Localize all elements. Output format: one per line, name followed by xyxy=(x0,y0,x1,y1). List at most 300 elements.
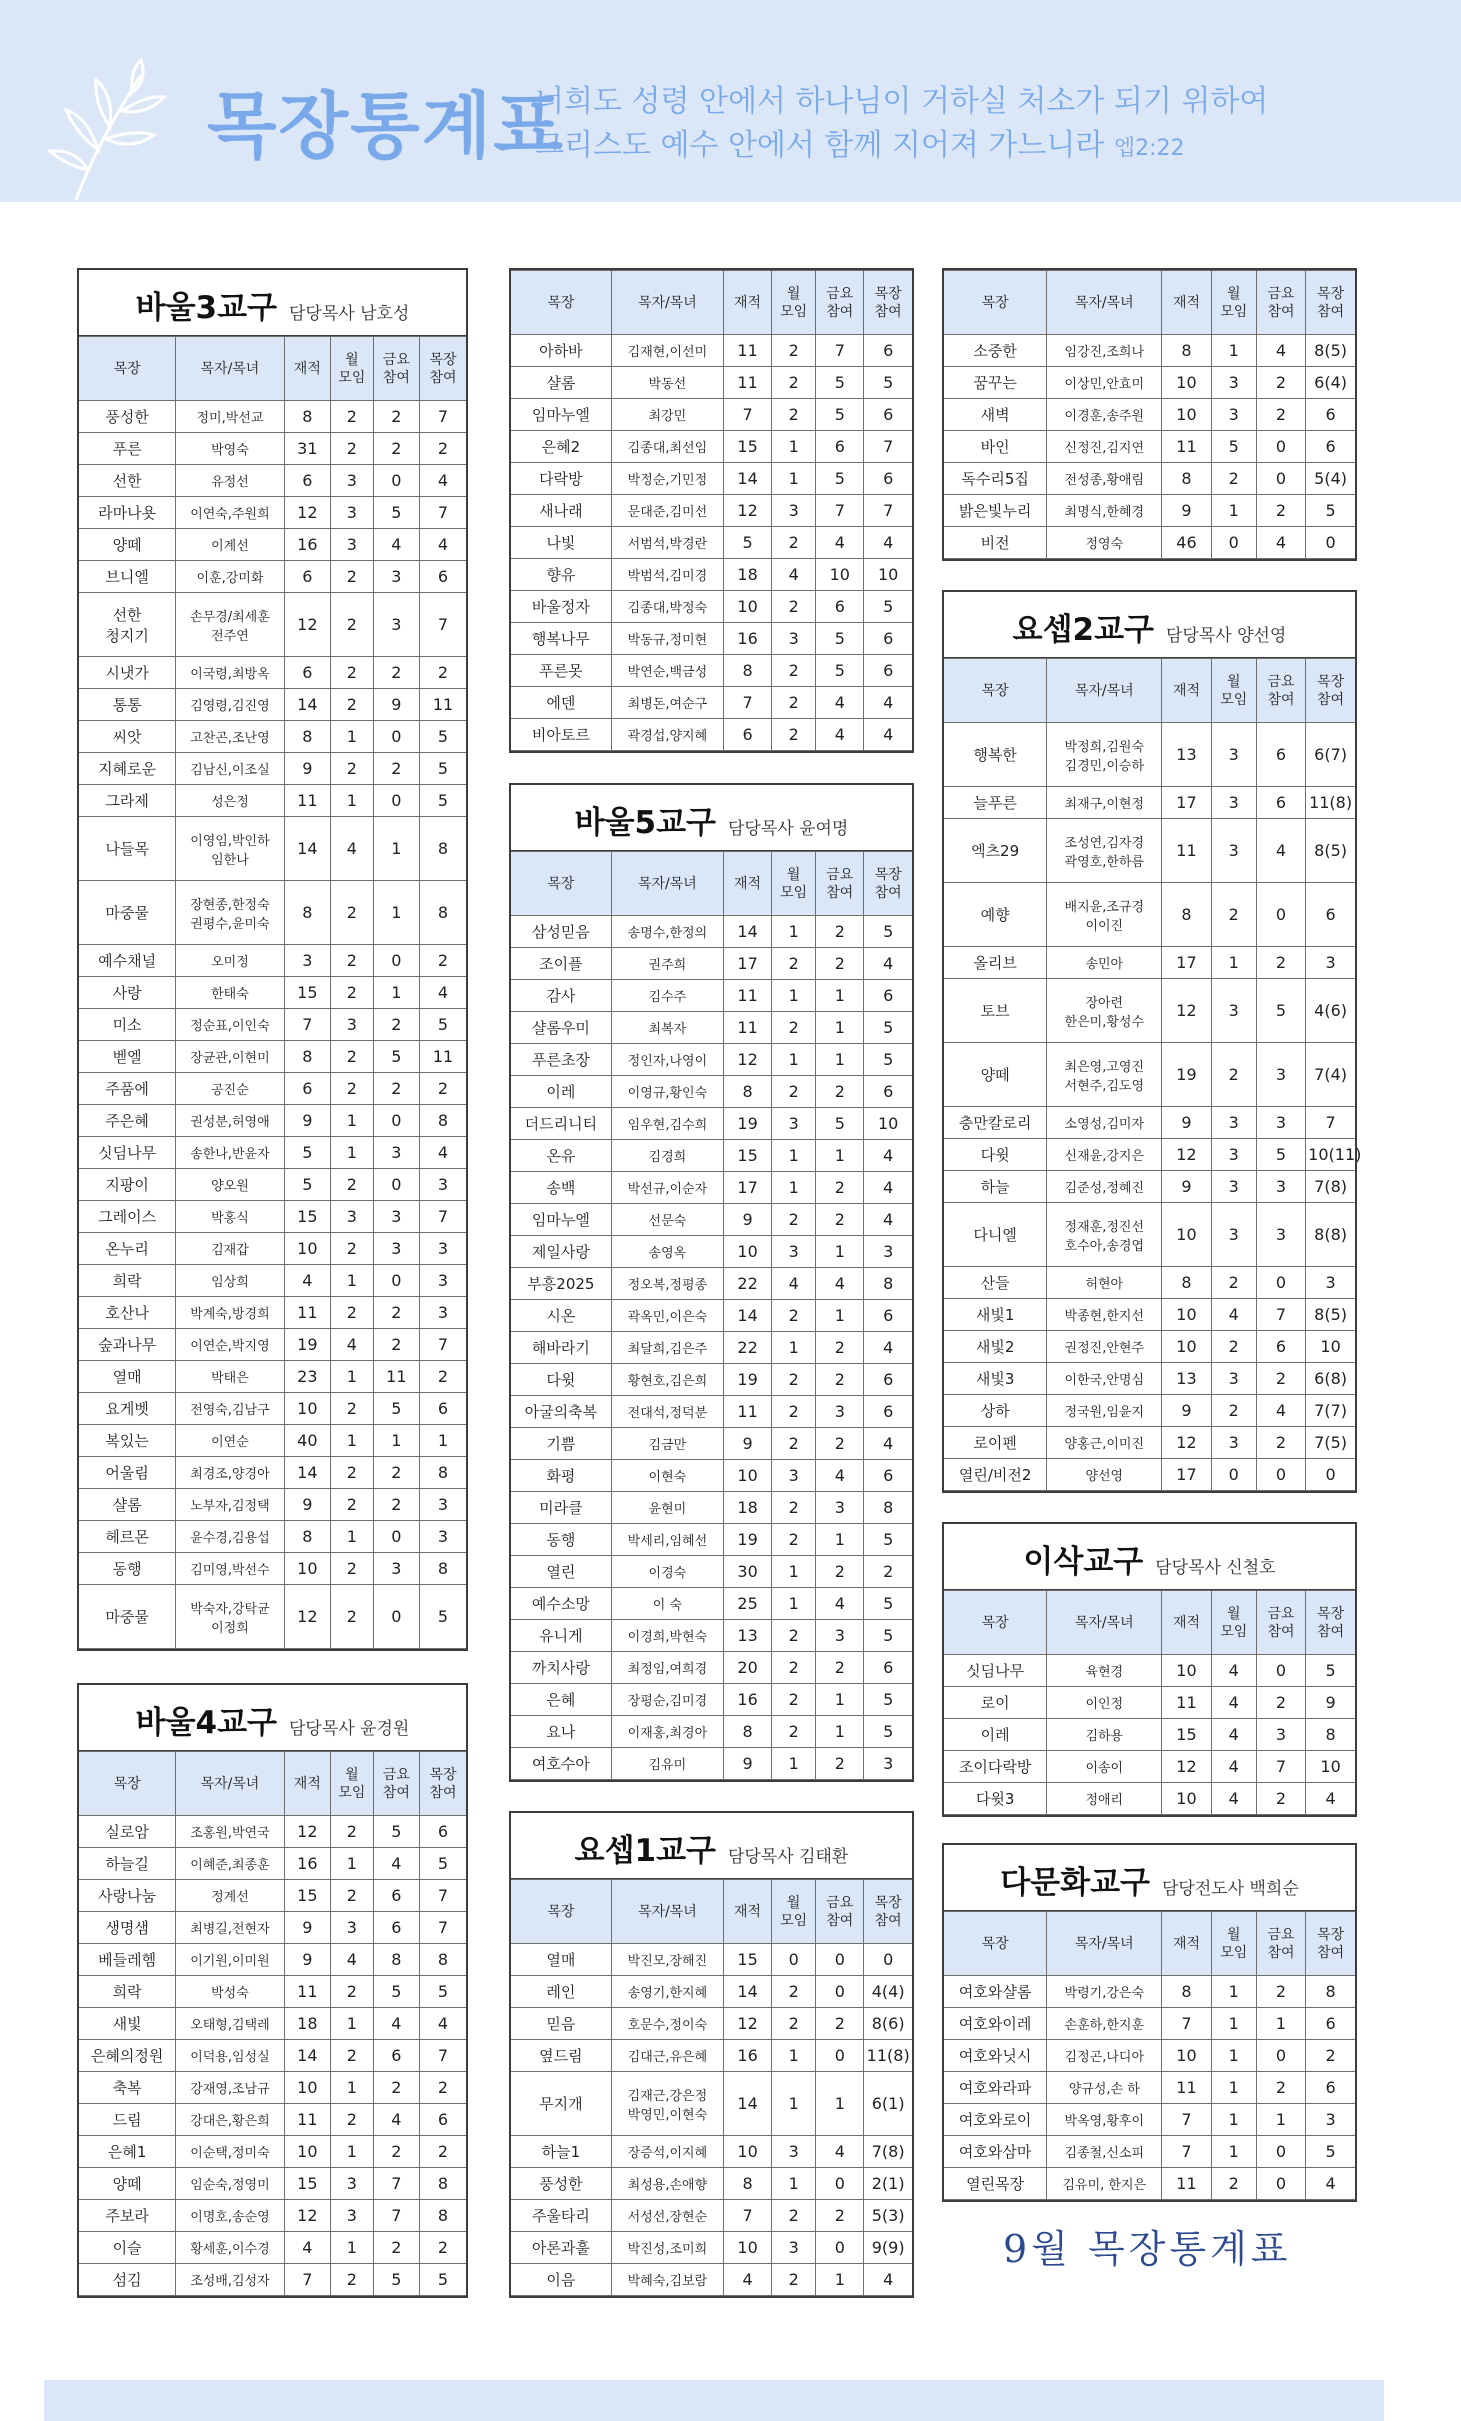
col-friday: 6 xyxy=(373,1880,419,1912)
table-row xyxy=(511,1172,912,1204)
col-monthly: 3 xyxy=(1211,399,1256,431)
table-row xyxy=(511,367,912,399)
col-leader: 장증석,이지혜 xyxy=(611,2136,723,2168)
table-row xyxy=(944,367,1355,399)
col-enrolled: 8 xyxy=(284,1521,330,1553)
col-mokjang: 열린목장 xyxy=(944,2168,1047,2200)
col-leader: 박연순,백금성 xyxy=(611,655,723,687)
col-mokjang-header: 목장 xyxy=(944,1591,1047,1655)
col-leader: 곽경섭,양지혜 xyxy=(611,719,723,751)
table-row xyxy=(944,1427,1355,1459)
col-enrolled: 22 xyxy=(724,1332,772,1364)
col-leader: 김수주 xyxy=(611,980,723,1012)
col-friday: 0 xyxy=(373,785,419,817)
col-mokjang-header: 목장 xyxy=(944,271,1047,335)
col-monthly: 1 xyxy=(772,916,816,948)
col-mokjang-attend: 5 xyxy=(864,916,912,948)
col-leader: 이경훈,송주원 xyxy=(1047,399,1162,431)
col-enrolled: 9 xyxy=(1162,1107,1211,1139)
col-mokjang-attend: 8 xyxy=(420,2200,466,2232)
col-friday: 6 xyxy=(816,431,864,463)
col-mokjang: 다윗3 xyxy=(944,1783,1047,1815)
col-mokjang: 양떼 xyxy=(79,2168,176,2200)
col-mokjang-attend: 11(8) xyxy=(864,2040,912,2072)
col-mokjang-attend-header: 목장 참여 xyxy=(1306,1591,1355,1655)
col-enrolled: 18 xyxy=(724,1492,772,1524)
col-enrolled: 12 xyxy=(284,2200,330,2232)
col-leader-header: 목자/목녀 xyxy=(611,852,723,916)
col-enrolled-header: 재적 xyxy=(1162,271,1211,335)
col-leader: 육현경 xyxy=(1047,1655,1162,1687)
col-leader: 최재구,이현정 xyxy=(1047,787,1162,819)
col-mokjang: 다윗 xyxy=(944,1139,1047,1171)
table-row xyxy=(511,916,912,948)
col-friday: 0 xyxy=(373,945,419,977)
col-leader: 양오원 xyxy=(176,1169,284,1201)
col-leader: 최성용,손애향 xyxy=(611,2168,723,2200)
col-mokjang: 예수소망 xyxy=(511,1588,611,1620)
col-mokjang: 늘푸른 xyxy=(944,787,1047,819)
col-friday: 4 xyxy=(816,527,864,559)
col-leader: 이송이 xyxy=(1047,1751,1162,1783)
col-friday: 2 xyxy=(373,1457,419,1489)
page-title: 목장통계표 xyxy=(207,84,565,168)
table-row xyxy=(79,1297,466,1329)
col-friday: 5 xyxy=(373,2264,419,2296)
col-friday: 0 xyxy=(1256,883,1305,947)
col-leader: 배지윤,조규경 이이진 xyxy=(1047,883,1162,947)
col-mokjang-attend: 5 xyxy=(420,753,466,785)
col-mokjang: 이슬 xyxy=(79,2232,176,2264)
col-mokjang: 엑츠29 xyxy=(944,819,1047,883)
table-row xyxy=(79,1425,466,1457)
col-leader: 장균관,이현미 xyxy=(176,1041,284,1073)
table-row xyxy=(511,948,912,980)
col-mokjang-attend: 5 xyxy=(864,1012,912,1044)
col-mokjang-attend: 8 xyxy=(1306,1976,1355,2008)
col-mokjang-attend: 7 xyxy=(420,1880,466,1912)
footer-bar xyxy=(44,2380,1384,2421)
col-mokjang-attend: 8(6) xyxy=(864,2008,912,2040)
col-monthly-header: 월 모임 xyxy=(772,271,816,335)
table-row xyxy=(511,1300,912,1332)
col-monthly: 2 xyxy=(772,527,816,559)
col-friday: 11 xyxy=(373,1361,419,1393)
col-mokjang: 주보라 xyxy=(79,2200,176,2232)
col-mokjang-attend: 6(4) xyxy=(1306,367,1355,399)
col-enrolled: 10 xyxy=(284,1553,330,1585)
col-monthly: 2 xyxy=(331,1880,374,1912)
col-enrolled: 10 xyxy=(284,2072,330,2104)
col-mokjang: 지팡이 xyxy=(79,1169,176,1201)
col-enrolled: 14 xyxy=(284,1457,330,1489)
stats-table xyxy=(944,270,1355,559)
col-leader: 최달희,김은주 xyxy=(611,1332,723,1364)
col-mokjang: 까치사랑 xyxy=(511,1652,611,1684)
col-friday: 3 xyxy=(373,1553,419,1585)
col-mokjang: 기쁨 xyxy=(511,1428,611,1460)
col-leader: 소영성,김미자 xyxy=(1047,1107,1162,1139)
col-friday: 5 xyxy=(373,1816,419,1848)
table-row xyxy=(79,561,466,593)
col-monthly: 2 xyxy=(331,1073,374,1105)
col-leader: 전대석,정덕분 xyxy=(611,1396,723,1428)
col-leader: 강대은,황은희 xyxy=(176,2104,284,2136)
col-mokjang-attend: 4 xyxy=(420,465,466,497)
col-mokjang: 이레 xyxy=(944,1719,1047,1751)
col-leader: 김재갑 xyxy=(176,1233,284,1265)
col-leader: 이 숙 xyxy=(611,1588,723,1620)
col-monthly: 2 xyxy=(772,2200,816,2232)
verse-reference: 엡2:22 xyxy=(1113,136,1185,161)
col-mokjang-attend: 6 xyxy=(864,399,912,431)
table-row xyxy=(79,1105,466,1137)
col-mokjang-attend: 2 xyxy=(420,2232,466,2264)
col-mokjang: 새빛2 xyxy=(944,1331,1047,1363)
col-friday: 0 xyxy=(373,465,419,497)
table-row xyxy=(944,1203,1355,1267)
col-leader: 전성종,황애림 xyxy=(1047,463,1162,495)
col-monthly: 2 xyxy=(1211,1043,1256,1107)
col-friday-header: 금요 참여 xyxy=(816,1880,864,1944)
col-leader: 노부자,김정택 xyxy=(176,1489,284,1521)
col-mokjang-attend: 5 xyxy=(1306,2136,1355,2168)
table-row xyxy=(79,1137,466,1169)
col-leader: 김재근,강은정 박영민,이현숙 xyxy=(611,2072,723,2136)
col-leader: 한태숙 xyxy=(176,977,284,1009)
col-mokjang: 송백 xyxy=(511,1172,611,1204)
col-mokjang: 조이플 xyxy=(511,948,611,980)
table-row xyxy=(511,2232,912,2264)
col-leader: 이순택,정미숙 xyxy=(176,2136,284,2168)
col-mokjang-attend: 8 xyxy=(864,1492,912,1524)
col-mokjang-attend: 4 xyxy=(1306,2168,1355,2200)
col-enrolled: 6 xyxy=(284,657,330,689)
col-monthly: 3 xyxy=(1211,979,1256,1043)
col-mokjang-attend: 7 xyxy=(420,401,466,433)
col-leader: 전영숙,김남구 xyxy=(176,1393,284,1425)
col-monthly: 3 xyxy=(1211,1203,1256,1267)
col-enrolled: 10 xyxy=(1162,399,1211,431)
col-enrolled: 8 xyxy=(724,2168,772,2200)
table-row xyxy=(79,1585,466,1649)
col-enrolled: 9 xyxy=(284,1105,330,1137)
col-leader: 박홍식 xyxy=(176,1201,284,1233)
stats-table xyxy=(944,658,1362,1491)
col-friday: 3 xyxy=(373,593,419,657)
col-mokjang-attend-header: 목장 참여 xyxy=(864,852,912,916)
col-mokjang-attend: 5 xyxy=(864,1044,912,1076)
col-mokjang: 선한 xyxy=(79,465,176,497)
table-row xyxy=(79,1457,466,1489)
col-monthly: 1 xyxy=(331,2008,374,2040)
col-leader: 박동규,정미현 xyxy=(611,623,723,655)
table-row xyxy=(511,1716,912,1748)
col-leader: 문대준,김미선 xyxy=(611,495,723,527)
col-friday: 7 xyxy=(373,2168,419,2200)
col-monthly: 2 xyxy=(331,977,374,1009)
col-monthly: 1 xyxy=(331,1425,374,1457)
col-enrolled: 14 xyxy=(724,916,772,948)
col-leader: 서범석,박경란 xyxy=(611,527,723,559)
col-mokjang: 유니게 xyxy=(511,1620,611,1652)
table-row xyxy=(79,433,466,465)
col-enrolled: 19 xyxy=(1162,1043,1211,1107)
col-enrolled: 5 xyxy=(284,1169,330,1201)
col-friday-header: 금요 참여 xyxy=(1256,1591,1305,1655)
col-enrolled: 6 xyxy=(284,1073,330,1105)
col-friday: 1 xyxy=(373,977,419,1009)
col-mokjang: 열린/비전2 xyxy=(944,1459,1047,1491)
col-enrolled-header: 재적 xyxy=(724,271,772,335)
col-leader: 김하용 xyxy=(1047,1719,1162,1751)
col-mokjang: 시냇가 xyxy=(79,657,176,689)
col-friday: 1 xyxy=(816,1236,864,1268)
table-row xyxy=(79,1848,466,1880)
col-mokjang-attend: 3 xyxy=(420,1521,466,1553)
col-monthly: 2 xyxy=(1211,1395,1256,1427)
col-mokjang: 숲과나무 xyxy=(79,1329,176,1361)
col-friday: 5 xyxy=(816,655,864,687)
col-enrolled: 14 xyxy=(284,689,330,721)
col-friday: 5 xyxy=(373,497,419,529)
col-mokjang-attend: 6 xyxy=(864,1300,912,1332)
col-leader: 이기원,이미원 xyxy=(176,1944,284,1976)
col-enrolled: 9 xyxy=(284,753,330,785)
col-mokjang-attend-header: 목장 참여 xyxy=(864,271,912,335)
group-title xyxy=(79,270,466,336)
table-row xyxy=(79,1521,466,1553)
col-enrolled: 22 xyxy=(724,1268,772,1300)
col-enrolled: 7 xyxy=(1162,2104,1211,2136)
table-row xyxy=(511,1396,912,1428)
col-monthly: 2 xyxy=(331,1041,374,1073)
col-leader: 정애리 xyxy=(1047,1783,1162,1815)
col-mokjang: 은혜1 xyxy=(79,2136,176,2168)
col-mokjang: 충만칼로리 xyxy=(944,1107,1047,1139)
col-mokjang-attend: 11(8) xyxy=(1306,787,1355,819)
col-mokjang: 화평 xyxy=(511,1460,611,1492)
col-mokjang-attend: 7 xyxy=(420,497,466,529)
col-mokjang: 하늘1 xyxy=(511,2136,611,2168)
col-leader: 김종철,신소피 xyxy=(1047,2136,1162,2168)
table-row xyxy=(511,1684,912,1716)
col-friday: 4 xyxy=(373,529,419,561)
col-friday: 0 xyxy=(1256,2168,1305,2200)
col-friday: 4 xyxy=(1256,1395,1305,1427)
col-mokjang: 마중물 xyxy=(79,1585,176,1649)
col-monthly: 2 xyxy=(772,1716,816,1748)
col-enrolled: 13 xyxy=(1162,723,1211,787)
col-monthly: 2 xyxy=(772,1524,816,1556)
table-row xyxy=(511,559,912,591)
col-friday: 9 xyxy=(373,689,419,721)
col-mokjang-attend: 7 xyxy=(420,1201,466,1233)
col-friday: 5 xyxy=(816,399,864,431)
table-row xyxy=(944,1687,1355,1719)
col-leader: 이덕용,임성실 xyxy=(176,2040,284,2072)
col-mokjang: 삼성믿음 xyxy=(511,916,611,948)
col-friday: 3 xyxy=(1256,1203,1305,1267)
col-monthly: 2 xyxy=(772,1684,816,1716)
col-enrolled: 9 xyxy=(724,1748,772,1780)
col-leader: 김준성,정혜진 xyxy=(1047,1171,1162,1203)
col-monthly: 1 xyxy=(331,2136,374,2168)
col-leader: 박숙자,강탁균 이정희 xyxy=(176,1585,284,1649)
col-monthly: 1 xyxy=(331,1137,374,1169)
col-monthly: 3 xyxy=(1211,1139,1256,1171)
col-mokjang-attend: 3 xyxy=(420,1489,466,1521)
col-enrolled: 10 xyxy=(724,591,772,623)
col-enrolled: 9 xyxy=(724,1428,772,1460)
table-row xyxy=(511,2072,912,2136)
col-mokjang-attend: 7 xyxy=(420,2040,466,2072)
col-mokjang: 비전 xyxy=(944,527,1047,559)
group-title xyxy=(79,1685,466,1751)
col-enrolled: 12 xyxy=(724,2008,772,2040)
col-mokjang-attend: 6 xyxy=(1306,2072,1355,2104)
table-row xyxy=(944,1395,1355,1427)
col-enrolled: 14 xyxy=(724,1300,772,1332)
col-leader: 손훈하,한지훈 xyxy=(1047,2008,1162,2040)
col-monthly: 2 xyxy=(772,1976,816,2008)
col-leader: 조홍원,박연국 xyxy=(176,1816,284,1848)
table-row xyxy=(511,2264,912,2296)
col-monthly: 3 xyxy=(1211,1427,1256,1459)
col-leader: 송영옥 xyxy=(611,1236,723,1268)
col-monthly: 2 xyxy=(331,881,374,945)
col-mokjang: 여호와샬롬 xyxy=(944,1976,1047,2008)
col-enrolled: 11 xyxy=(1162,1687,1211,1719)
col-mokjang-attend: 3 xyxy=(1306,2104,1355,2136)
col-monthly: 2 xyxy=(331,753,374,785)
col-monthly: 2 xyxy=(772,1012,816,1044)
col-monthly: 0 xyxy=(1211,527,1256,559)
col-monthly: 1 xyxy=(331,1848,374,1880)
col-leader: 박옥영,황후이 xyxy=(1047,2104,1162,2136)
col-leader: 이영임,박인하 임한나 xyxy=(176,817,284,881)
col-mokjang-attend-header: 목장 참여 xyxy=(420,1752,466,1816)
col-enrolled: 12 xyxy=(1162,1427,1211,1459)
verse-line-2: 그리스도 예수 안에서 함께 지어져 가느니라 엡2:22 xyxy=(535,128,1185,163)
table-row xyxy=(944,723,1355,787)
col-leader: 임상희 xyxy=(176,1265,284,1297)
table-row xyxy=(511,463,912,495)
col-friday: 5 xyxy=(816,1108,864,1140)
table-header-row xyxy=(79,337,466,401)
col-enrolled: 12 xyxy=(1162,979,1211,1043)
col-friday: 2 xyxy=(816,948,864,980)
col-enrolled: 5 xyxy=(724,527,772,559)
col-mokjang: 은혜 xyxy=(511,1684,611,1716)
col-enrolled: 40 xyxy=(284,1425,330,1457)
col-monthly: 3 xyxy=(331,1009,374,1041)
col-leader: 김종대,박정숙 xyxy=(611,591,723,623)
col-monthly: 2 xyxy=(331,1585,374,1649)
col-friday: 4 xyxy=(373,2008,419,2040)
col-mokjang: 상하 xyxy=(944,1395,1047,1427)
col-monthly: 4 xyxy=(331,1329,374,1361)
table-row xyxy=(511,1976,912,2008)
col-enrolled: 11 xyxy=(1162,819,1211,883)
col-monthly: 3 xyxy=(331,2200,374,2232)
col-leader-header: 목자/목녀 xyxy=(611,1880,723,1944)
col-monthly: 3 xyxy=(331,1912,374,1944)
col-mokjang-attend: 7(8) xyxy=(1306,1171,1355,1203)
col-enrolled: 9 xyxy=(1162,1171,1211,1203)
col-friday: 2 xyxy=(1256,1427,1305,1459)
group-name: 다문화교구 xyxy=(1000,1865,1150,1901)
table-row xyxy=(511,431,912,463)
col-monthly: 1 xyxy=(772,2040,816,2072)
col-mokjang: 여호와로이 xyxy=(944,2104,1047,2136)
col-monthly: 2 xyxy=(772,655,816,687)
table-row xyxy=(511,1204,912,1236)
col-leader: 정순표,이인숙 xyxy=(176,1009,284,1041)
col-enrolled: 12 xyxy=(284,497,330,529)
col-mokjang-attend: 0 xyxy=(864,1944,912,1976)
group-table-yosep2 xyxy=(942,590,1362,1493)
col-enrolled: 10 xyxy=(1162,1203,1211,1267)
col-monthly: 2 xyxy=(772,1076,816,1108)
col-monthly: 0 xyxy=(772,1944,816,1976)
col-mokjang-attend: 2 xyxy=(420,945,466,977)
col-enrolled: 15 xyxy=(284,1201,330,1233)
col-mokjang: 씨앗 xyxy=(79,721,176,753)
col-mokjang-attend: 4 xyxy=(864,719,912,751)
col-enrolled: 9 xyxy=(284,1944,330,1976)
col-enrolled: 10 xyxy=(1162,367,1211,399)
group-pastor: 담당목사 윤경원 xyxy=(289,1719,410,1739)
table-row xyxy=(511,591,912,623)
col-enrolled: 30 xyxy=(724,1556,772,1588)
col-mokjang-attend: 7(7) xyxy=(1306,1395,1355,1427)
col-mokjang: 온유 xyxy=(511,1140,611,1172)
col-leader: 임우현,김수희 xyxy=(611,1108,723,1140)
col-mokjang: 그레이스 xyxy=(79,1201,176,1233)
col-enrolled: 10 xyxy=(1162,1783,1211,1815)
col-friday: 4 xyxy=(1256,527,1305,559)
col-friday: 5 xyxy=(373,1041,419,1073)
col-leader: 김유미, 한지은 xyxy=(1047,2168,1162,2200)
col-mokjang-attend: 6 xyxy=(1306,883,1355,947)
col-monthly: 2 xyxy=(772,1364,816,1396)
col-friday-header: 금요 참여 xyxy=(1256,1912,1305,1976)
col-monthly: 4 xyxy=(1211,1719,1256,1751)
table-header-row xyxy=(511,1880,912,1944)
col-mokjang-attend: 5 xyxy=(420,2264,466,2296)
col-enrolled: 12 xyxy=(284,593,330,657)
col-mokjang: 사랑나눔 xyxy=(79,1880,176,1912)
group-pastor: 담당목사 신철호 xyxy=(1155,1558,1276,1578)
table-row xyxy=(511,1492,912,1524)
col-friday: 5 xyxy=(816,367,864,399)
col-leader: 최병길,전현자 xyxy=(176,1912,284,1944)
col-monthly: 1 xyxy=(772,1588,816,1620)
table-row xyxy=(511,1556,912,1588)
table-row xyxy=(511,1748,912,1780)
col-friday: 1 xyxy=(816,1684,864,1716)
group-table-baul4 xyxy=(77,1683,468,2298)
col-monthly: 1 xyxy=(772,1556,816,1588)
col-friday: 0 xyxy=(1256,1655,1305,1687)
col-monthly: 3 xyxy=(772,1108,816,1140)
col-enrolled: 17 xyxy=(724,1172,772,1204)
group-title xyxy=(944,1845,1355,1911)
col-monthly: 2 xyxy=(772,367,816,399)
col-enrolled: 46 xyxy=(1162,527,1211,559)
col-friday: 2 xyxy=(816,916,864,948)
